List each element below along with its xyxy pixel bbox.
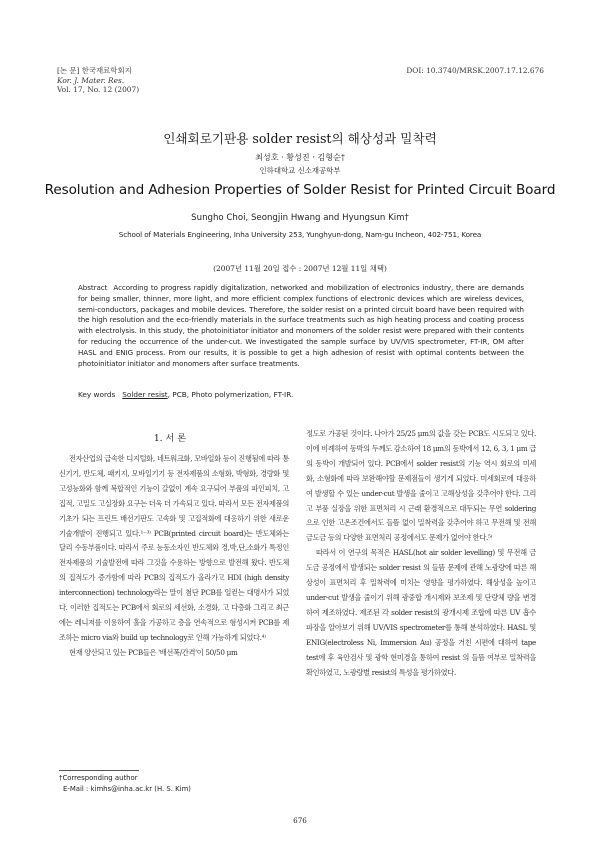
footnote-divider [59,770,139,771]
journal-volume: Vol. 17, No. 12 (2007) [57,85,140,95]
body-column-right [306,427,536,680]
abstract-text: According to progress rapidly digitalization, networked and mobilization of electronics industry, there are demands for being smaller, thinner, more light, and more efficient complex functions of electronic devices which are wireless devices, semi-conductors, packages and mobile devices. Therefore, the solder resist on a printed circuit board have been required with the high resolution and the eco-friendly materials in the surface treatments such as high heating process and coating process with electrolysis. In this study, the photoinitiator initiator and monomers of the solder resist were prepared with their contents for reducing the occurrence of the under-cut. We investigated the sample surface by UV/VIS spectrometer, FT-IR, OM after HASL and ENIG process. From our results, it is possible to get a high adhesion of resist with optimal contents between the photoinitiator initiator and monomers after surface treatments. [78,283,524,368]
section-heading-introduction: 1. 서 론 [153,433,187,444]
paragraph: 따라서 이 연구의 목적은 HASL(hot air solder levelling) 및 무전해 금도금 공정에서 발생되는 solder resist 의 들뜸 문제에 관해 노광량에 따른 해상성이 표면처리 후 밀착력에 미치는 영향을 평가하였다. 해상성을 높이고 under-cut 발생을 줄이기 위해 광중합 개시제와 보조제 및 단량체 량을 변경하여 제조하였다. 제조된 각 solder resist의 광개시제 조합에 따른 UV 흡수파장을 알아보기 위해 UV/VIS spectrometer를 통해 분석하였다. HASL 및 ENIG(electroless Ni, Immersion Au) 공정을 거친 시편에 대하여 tape test에 후 육안검사 및 광학 현미경을 통하여 resist 의 들뜸 여부로 밀착력을 확인하였고, 노광량별 resist의 특성을 평가하였다. [306,548,536,677]
doi: DOI: 10.3740/MRSK.2007.17.12.676 [406,66,544,75]
page-number: 676 [293,816,307,825]
paragraph: 정도로 가공된 것이다. 나아가 25/25 μm의 값을 갖는 PCB도 시도되고 있다. 이에 비례하여 동박의 두께도 감소하여 18 μm의 동박에서 12, 6, 3, 1 μm 급의 동박이 개발되어 있다. PCB에서 solder resist의 기능 역시 회로의 미세화, 소형화에 따라 보완해야할 문제점들이 생기게 되었다. 미세회로에 대응하여 발생할 수 있는 under-cut 발생을 줄이고 고해상성을 갖추어야 한다. 그리고 부품 실장을 위한 표면처리 시 근래 환경적으로 대두되는 무연 soldering으로 인한 고온조건에서도 들뜸 없이 밀착력을 갖추어야 하고 무전해 및 전해금도금 등의 다양한 표면처리 공정에서도 문제가 없어야 한다.⁵⁾ [306,429,536,543]
journal-header [57,66,139,95]
affiliation-english: School of Materials Engineering, Inha University 253, Yunghyun-dong, Nam-gu Incheon, 402-751, Korea [118,230,482,239]
body-column-left [59,452,289,661]
abstract [78,283,524,369]
keyword-solder-resist: Solder resist [122,390,168,399]
affiliation-korean: 인하대학교 신소재공학부 [259,166,341,175]
footnote [59,773,191,795]
title-english: Resolution and Adhesion Properties of Solder Resist for Printed Circuit Board [44,182,556,198]
paragraph: 현재 양산되고 있는 PCB들은 '배선폭/간격'이 50/50 μm [69,647,238,657]
received-dates: (2007년 11월 20일 접수 : 2007년 12월 11일 채택) [213,264,387,273]
keywords-rest: , PCB, Photo polymerization, FT-IR. [167,390,294,399]
journal-name-eng: Kor. J. Mater. Res. [57,75,125,85]
authors-korean: 최성호 · 황성진 · 김형순† [255,152,345,162]
abstract-label: Abstract [78,283,108,292]
paragraph: 전자산업의 급속한 디지털화, 네트워크화, 모바일화 등이 진행됨에 따라 통신기기, 반도체, 패키지, 모바일기기 등 전자제품의 소형화, 박형화, 경량화 및 고성능화와 함께 복합적인 기능이 갈없이 계속 요구되어 부품의 파인피치, 고집적, 고밀도 고실장화 요구는 더욱 더 가속되고 있다. 따라서 모든 전자제품의 기초가 되는 프린트 배선기판도 고속화 및 고집적화에 대응하기 위한 새로운 기술개발이 진행되고 있다.¹⁻³⁾ PCB(printed circuit board)는 반도체와는 달리 수동부품이다. 따라서 주로 능동소자인 반도체와 경,박,단,소화가 특정인 전자제품의 기술발전에 따라 그것을 수용하는 방향으로 발전해 왔다. 반도체의 집적도가 증가함에 따라 PCB의 집적도가 올라가고 HDI (high density interconnection) technology라는 말이 첨단 PCB를 일컫는 대명사가 되었다. 이러한 집적도는 PCB에서 회로의 세선화, 소경화, 고 다층화 그리고 최근에는 레니저를 이용하여 홀을 가공하고 층을 연속적으로 형성시켜 PCB를 제조하는 micro via와 build up technology로 인해 가능하게 되었다.⁴⁾ [59,454,289,642]
journal-name-kor: [논 문] 한국재료학회지 [57,66,132,75]
authors-english: Sungho Choi, Seongjin Hwang and Hyungsun Kim† [191,213,409,223]
footnote-corresponding: †Corresponding author [59,774,138,782]
keywords-label: Key words [78,390,116,399]
footnote-email: E-Mail : kimhs@inha.ac.kr (H. S. Kim) [63,785,191,793]
title-korean: 인쇄회로기판용 solder resist의 해상성과 밀착력 [163,131,437,146]
keywords [78,390,524,399]
